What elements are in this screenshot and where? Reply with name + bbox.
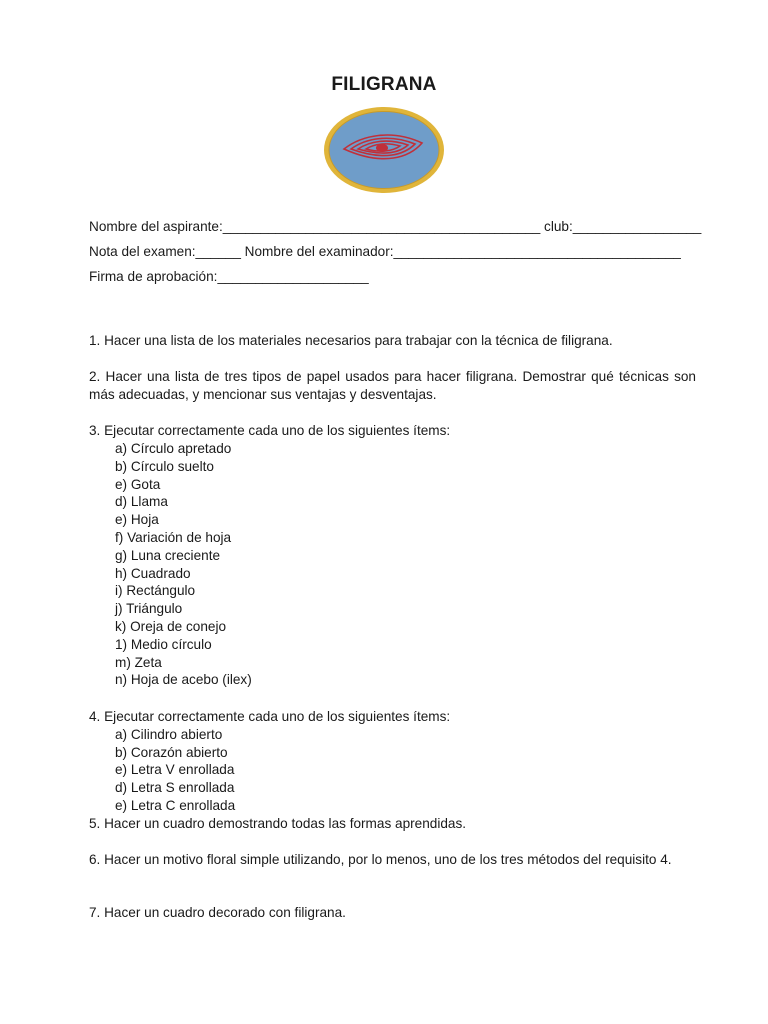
req3-item: e) Hoja [115, 512, 159, 528]
req3-item: h) Cuadrado [115, 565, 191, 581]
requirement-4-heading: 4. Ejecutar correctamente cada uno de los siguientes ítems: [89, 709, 451, 724]
requirement-6: 6. Hacer un motivo floral simple utilizando, por lo menos, uno de los tres métodos del requisito 4. [89, 852, 672, 867]
requirement-2: 2. Hacer una lista de tres tipos de papel usados para hacer filigrana. Demostrar qué técnicas son más adecuadas, y mencionar sus ventajas y desventajas. [89, 369, 696, 402]
req3-item: a) Círculo apretado [115, 441, 232, 456]
req3-item: 1) Medio círculo [115, 636, 212, 652]
req4-item: b) Corazón abierto [115, 744, 228, 760]
requirement-7: 7. Hacer un cuadro decorado con filigrana. [89, 905, 346, 920]
req4-item: e) Letra C enrollada [115, 798, 236, 813]
req3-item: i) Rectángulo [115, 583, 196, 599]
requirement-3-heading: 3. Ejecutar correctamente cada uno de los siguientes ítems: [89, 423, 451, 438]
req4-item: e) Letra V enrollada [115, 762, 235, 778]
req4-item: a) Cilindro abierto [115, 726, 223, 742]
req3-item: k) Oreja de conejo [115, 619, 227, 634]
applicant-name-field: Nombre del aspirante:__________________________________________ club:_________________ [89, 219, 702, 234]
approval-signature-field: Firma de aprobación:____________________ [89, 269, 369, 284]
req3-item: d) Llama [115, 494, 168, 510]
filigree-eye-badge-icon [322, 105, 446, 195]
exam-score-field: Nota del examen:______ Nombre del examinador:______________________________________ [89, 244, 681, 259]
req3-item: e) Gota [115, 476, 161, 492]
req3-item: g) Luna creciente [115, 547, 221, 563]
req3-item: m) Zeta [115, 654, 162, 670]
requirement-5: 5. Hacer un cuadro demostrando todas las formas aprendidas. [89, 815, 467, 831]
req3-item: f) Variación de hoja [115, 530, 232, 545]
page-title: FILIGRANA [331, 74, 437, 95]
req3-item: b) Círculo suelto [115, 458, 214, 474]
req4-item: d) Letra S enrollada [115, 780, 235, 796]
requirement-1: 1. Hacer una lista de los materiales necesarios para trabajar con la técnica de filigrana. [89, 333, 613, 348]
req3-item: n) Hoja de acebo (ilex) [115, 672, 252, 688]
req3-item: j) Triángulo [115, 601, 183, 617]
